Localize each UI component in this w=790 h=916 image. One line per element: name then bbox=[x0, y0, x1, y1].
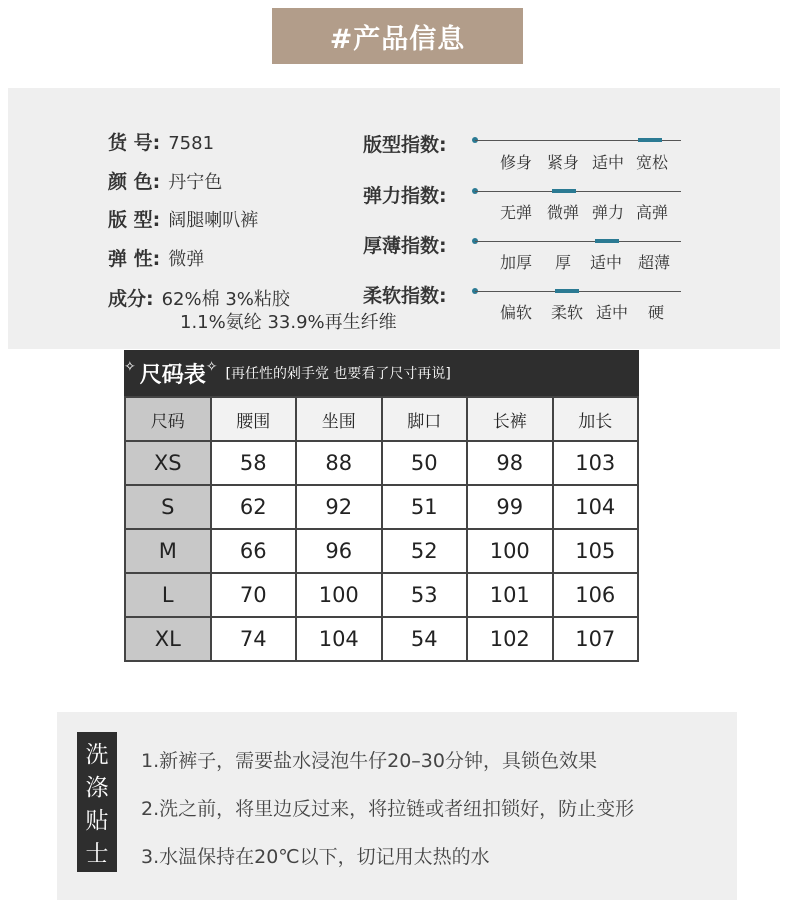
index-option: 修身 bbox=[500, 153, 533, 172]
table-row bbox=[125, 529, 638, 573]
table-cell: S bbox=[125, 485, 211, 529]
index-track bbox=[475, 191, 681, 192]
table-cell: 100 bbox=[467, 529, 553, 573]
spec-value: 丹宁色 bbox=[168, 172, 223, 193]
index-option: 紧身 bbox=[547, 153, 580, 172]
table-cell: XL bbox=[125, 617, 211, 661]
spec-key: 颜 色: bbox=[108, 171, 161, 193]
table-cell: 50 bbox=[382, 441, 468, 485]
table-cell: 51 bbox=[382, 485, 468, 529]
table-row bbox=[125, 441, 638, 485]
column-header: 腰围 bbox=[211, 397, 297, 441]
index-label-thickness: 厚薄指数: bbox=[363, 235, 447, 257]
index-track bbox=[475, 241, 681, 242]
column-header: 脚口 bbox=[382, 397, 468, 441]
table-cell: 102 bbox=[467, 617, 553, 661]
spec-key: 成分: bbox=[108, 288, 154, 310]
care-tag-char: 涤 bbox=[85, 775, 109, 801]
spec-value: 62%棉 3%粘胶 bbox=[161, 289, 290, 310]
index-selected-marker bbox=[552, 189, 576, 193]
table-cell: 104 bbox=[296, 617, 382, 661]
table-cell: 52 bbox=[382, 529, 468, 573]
spec-value: 微弹 bbox=[168, 249, 205, 270]
spec-value: 7581 bbox=[168, 133, 215, 154]
spec-key: 货 号: bbox=[108, 132, 161, 154]
index-option: 适中 bbox=[590, 253, 623, 272]
index-label-fit: 版型指数: bbox=[363, 134, 447, 156]
care-tag-char: 士 bbox=[85, 841, 109, 867]
column-header: 坐围 bbox=[296, 397, 382, 441]
spec-fit bbox=[108, 205, 258, 232]
column-header: 加长 bbox=[553, 397, 639, 441]
size-chart-header bbox=[124, 350, 639, 396]
table-row bbox=[125, 617, 638, 661]
size-chart-note: [再任性的剁手党 也要看了尺寸再说] bbox=[225, 366, 451, 382]
spec-key: 弹 性: bbox=[108, 248, 161, 270]
table-cell: 107 bbox=[553, 617, 639, 661]
index-selected-marker bbox=[595, 239, 619, 243]
care-tag-char: 贴 bbox=[85, 808, 109, 834]
index-option: 偏软 bbox=[500, 303, 533, 322]
index-option: 适中 bbox=[592, 153, 625, 172]
spec-composition-line2: 1.1%氨纶 33.9%再生纤维 bbox=[180, 312, 397, 333]
index-option: 超薄 bbox=[638, 253, 671, 272]
index-option: 加厚 bbox=[500, 253, 533, 272]
care-tip-line: 1.新裤子，需要盐水浸泡牛仔20–30分钟，具锁色效果 bbox=[141, 750, 597, 772]
table-row bbox=[125, 573, 638, 617]
table-cell: M bbox=[125, 529, 211, 573]
table-cell: 98 bbox=[467, 441, 553, 485]
table-cell: 104 bbox=[553, 485, 639, 529]
index-option: 适中 bbox=[596, 303, 629, 322]
index-label-softness: 柔软指数: bbox=[363, 285, 447, 307]
column-header: 长裤 bbox=[467, 397, 553, 441]
spec-item-number bbox=[108, 128, 214, 155]
table-cell: 105 bbox=[553, 529, 639, 573]
table-cell: 53 bbox=[382, 573, 468, 617]
sparkle-icon: ✧ bbox=[205, 359, 218, 375]
table-cell: 99 bbox=[467, 485, 553, 529]
index-label-stretch: 弹力指数: bbox=[363, 185, 447, 207]
index-selected-marker bbox=[638, 138, 662, 142]
table-cell: 58 bbox=[211, 441, 297, 485]
table-cell: XS bbox=[125, 441, 211, 485]
spec-composition bbox=[108, 284, 290, 311]
column-header: 尺码 bbox=[125, 397, 211, 441]
section-title-banner bbox=[272, 8, 523, 64]
index-option: 高弹 bbox=[636, 203, 669, 222]
table-row bbox=[125, 485, 638, 529]
spec-color bbox=[108, 167, 222, 194]
sparkle-icon: ✧ bbox=[124, 359, 136, 375]
index-option: 柔软 bbox=[551, 303, 584, 322]
section-title: #产品信息 bbox=[329, 23, 466, 55]
index-option: 微弹 bbox=[547, 203, 580, 222]
care-tag-char: 洗 bbox=[85, 742, 109, 768]
index-selected-marker bbox=[555, 289, 579, 293]
table-cell: 106 bbox=[553, 573, 639, 617]
table-cell: 70 bbox=[211, 573, 297, 617]
index-option: 厚 bbox=[555, 253, 572, 272]
table-cell: 88 bbox=[296, 441, 382, 485]
table-cell: 66 bbox=[211, 529, 297, 573]
table-cell: 62 bbox=[211, 485, 297, 529]
table-cell: 92 bbox=[296, 485, 382, 529]
care-tips-tag bbox=[77, 732, 117, 872]
table-header-row bbox=[125, 397, 638, 441]
size-table bbox=[124, 396, 639, 662]
index-option: 无弹 bbox=[500, 203, 533, 222]
index-option: 宽松 bbox=[636, 153, 669, 172]
spec-value: 阔腿喇叭裤 bbox=[168, 210, 259, 231]
care-tip-line: 3.水温保持在20℃以下，切记用太热的水 bbox=[141, 846, 490, 868]
care-tip-line: 2.洗之前，将里边反过来，将拉链或者纽扣锁好，防止变形 bbox=[141, 798, 635, 820]
spec-key: 版 型: bbox=[108, 209, 161, 231]
size-chart-title: 尺码表 bbox=[139, 362, 206, 388]
table-cell: 103 bbox=[553, 441, 639, 485]
table-cell: 74 bbox=[211, 617, 297, 661]
index-option: 弹力 bbox=[592, 203, 625, 222]
table-cell: 100 bbox=[296, 573, 382, 617]
table-cell: 54 bbox=[382, 617, 468, 661]
index-option: 硬 bbox=[648, 303, 665, 322]
spec-elasticity bbox=[108, 244, 204, 271]
table-cell: 96 bbox=[296, 529, 382, 573]
table-cell: L bbox=[125, 573, 211, 617]
table-cell: 101 bbox=[467, 573, 553, 617]
